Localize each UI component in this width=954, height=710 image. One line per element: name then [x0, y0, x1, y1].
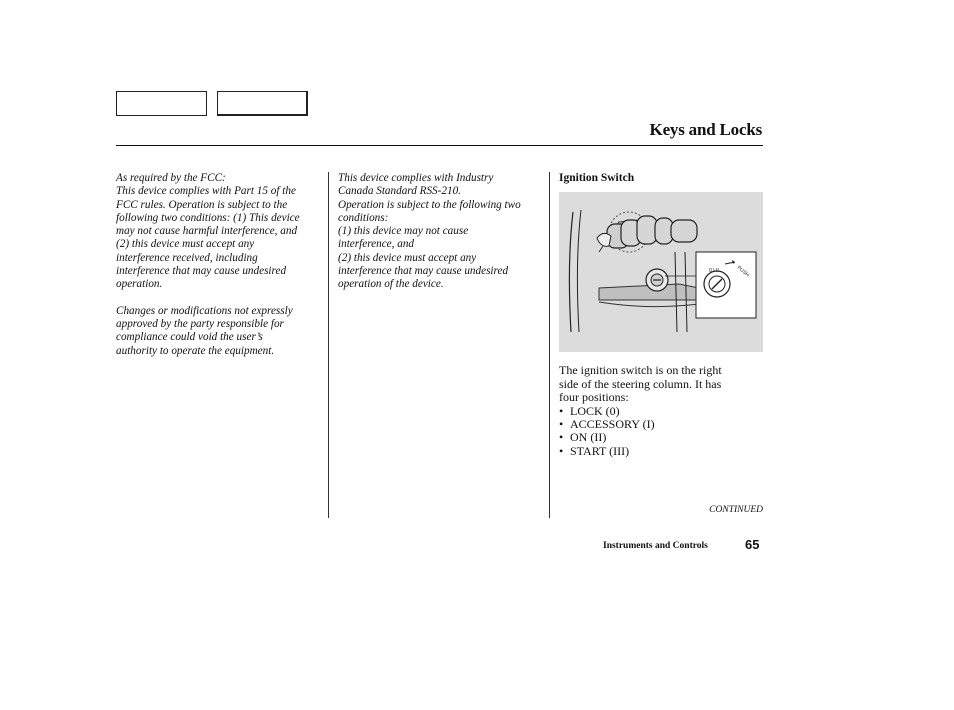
description-line: side of the steering column. It has	[559, 376, 722, 391]
middle-column	[338, 172, 544, 292]
industry-canada-line: (1) this device may not cause	[338, 225, 469, 238]
modification-line: approved by the party responsible for	[116, 317, 284, 330]
bullet-icon: •	[559, 430, 564, 445]
fcc-line: interference received, including	[116, 251, 258, 264]
bullet-icon: •	[559, 443, 564, 458]
bullet-icon: •	[559, 416, 564, 431]
position-label: START (III)	[570, 443, 630, 458]
industry-canada-line: This device complies with Industry	[338, 172, 494, 184]
fcc-line: As required by the FCC:	[116, 172, 226, 184]
position-label: ACCESSORY (I)	[570, 416, 655, 431]
industry-canada-line: Canada Standard RSS-210.	[338, 185, 461, 198]
fcc-line: following two conditions: (1) This device	[116, 211, 300, 224]
left-column	[116, 172, 322, 358]
position-list	[559, 405, 763, 459]
paragraph-gap	[116, 292, 322, 305]
page-title: Keys and Locks	[649, 120, 762, 139]
modification-line: Changes or modifications not expressly	[116, 304, 293, 317]
fcc-line: may not cause harmful interference, and	[116, 225, 298, 238]
industry-canada-line: Operation is subject to the following two	[338, 198, 521, 211]
list-item	[559, 445, 763, 458]
industry-canada-line: interference that may cause undesired	[338, 265, 509, 278]
modification-line: authority to operate the equipment.	[116, 344, 275, 357]
position-label: ON (II)	[570, 430, 607, 445]
industry-canada-line: (2) this device must accept any	[338, 251, 477, 264]
column-divider-1	[328, 172, 329, 518]
list-item	[559, 418, 763, 431]
fcc-line: operation.	[116, 278, 163, 291]
industry-canada-line: operation of the device.	[338, 278, 444, 291]
section-heading: Ignition Switch	[559, 172, 635, 184]
list-item	[559, 431, 763, 444]
push-label: PUSH	[735, 265, 751, 279]
steering-column-drawing	[559, 192, 763, 352]
fcc-line: FCC rules. Operation is subject to the	[116, 198, 288, 211]
ignition-description	[559, 364, 763, 458]
column-divider-2	[549, 172, 550, 518]
header-rule	[116, 145, 763, 146]
description-line: four positions:	[559, 390, 629, 405]
list-item	[559, 405, 763, 418]
industry-canada-line: conditions:	[338, 211, 389, 224]
description-line: The ignition switch is on the right	[559, 363, 722, 378]
nav-tab-2[interactable]	[217, 91, 308, 116]
footer-section-title: Instruments and Controls	[603, 541, 708, 551]
position-label: LOCK (0)	[570, 403, 620, 418]
fcc-line: This device complies with Part 15 of the	[116, 185, 296, 198]
continued-label: CONTINUED	[709, 505, 763, 515]
fcc-line: (2) this device must accept any	[116, 238, 255, 251]
bullet-icon: •	[559, 403, 564, 418]
page-number: 65	[745, 537, 760, 552]
industry-canada-line: interference, and	[338, 238, 415, 251]
modification-line: compliance could void the user’s	[116, 331, 263, 344]
svg-text:0 I II: 0 I II	[709, 268, 719, 275]
nav-tab-1[interactable]	[116, 91, 207, 116]
ignition-switch-illustration	[559, 192, 763, 352]
right-column	[559, 172, 763, 458]
fcc-line: interference that may cause undesired	[116, 265, 287, 278]
